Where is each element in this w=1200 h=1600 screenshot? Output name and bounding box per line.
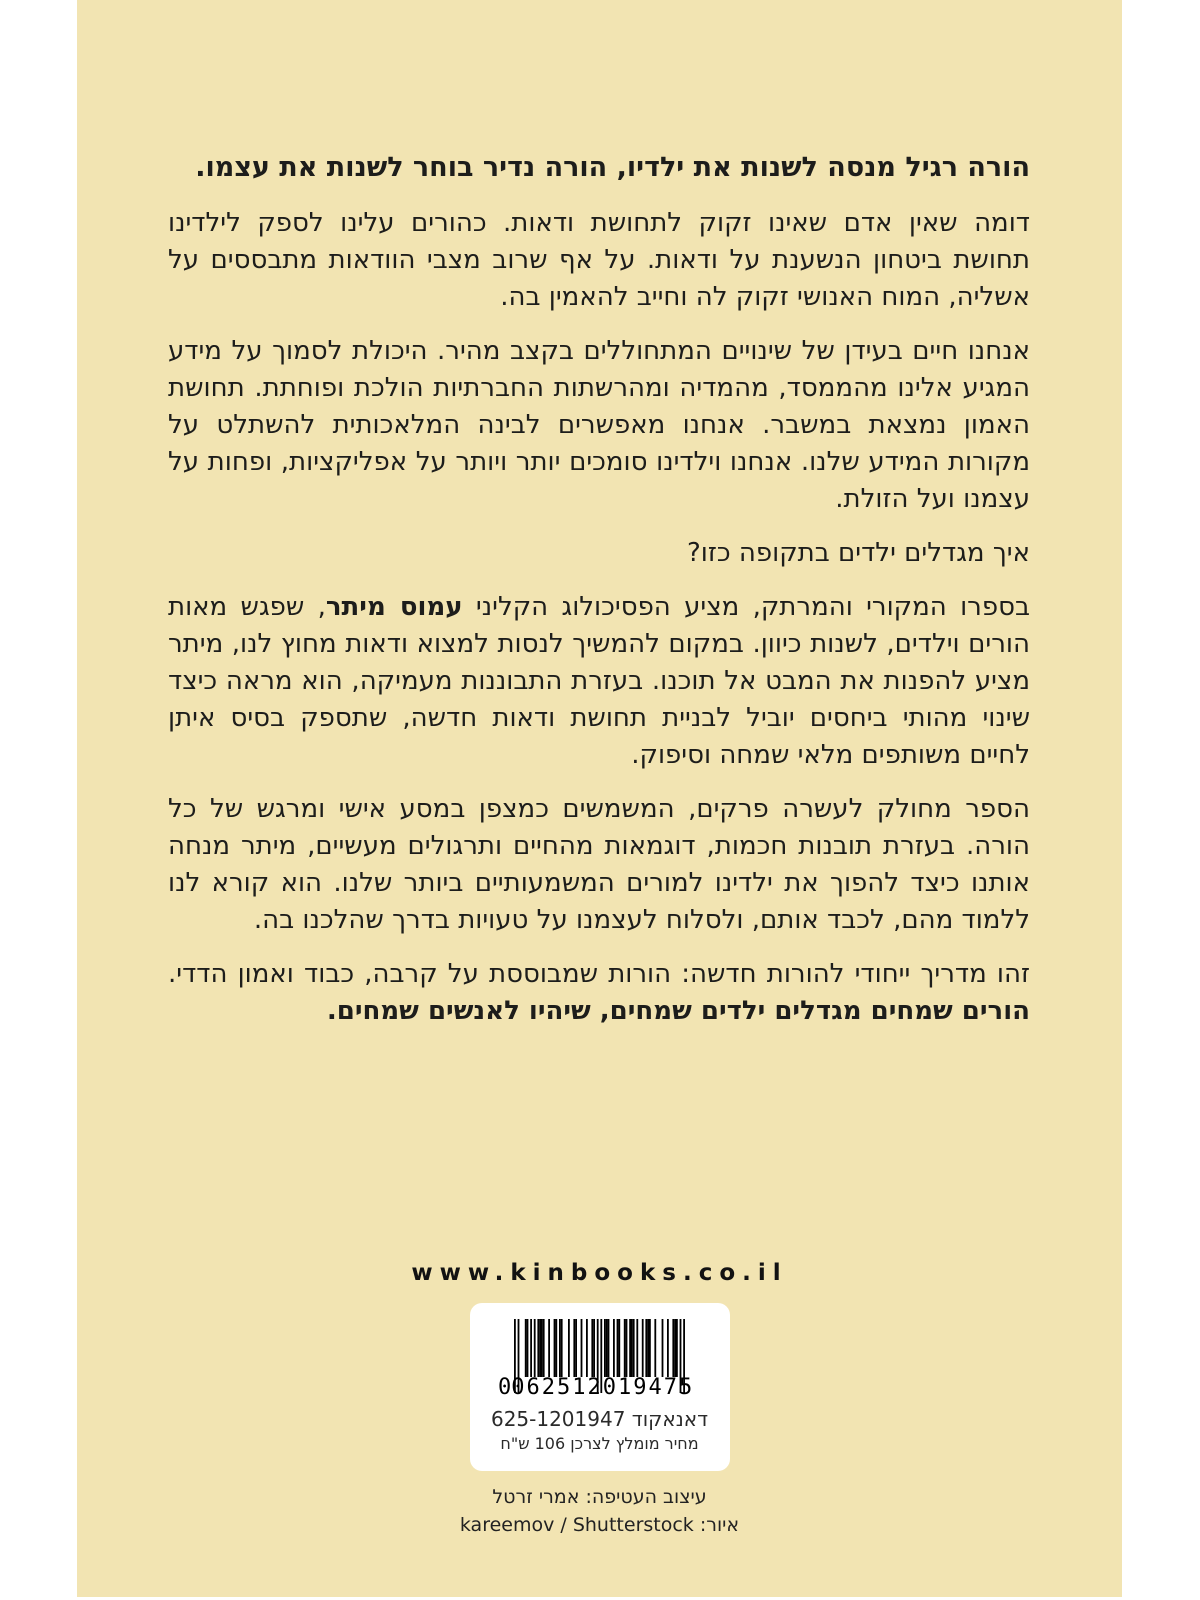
recommended-price-line: מחיר מומלץ לצרכן 106 ש"ח bbox=[500, 1434, 699, 1453]
barcode bbox=[498, 1319, 695, 1401]
author-name: עמוס מיתר bbox=[325, 592, 463, 622]
author-intro-before: בספרו המקורי והמרתק, מציע הפסיכולוג הקליני bbox=[462, 592, 1030, 622]
paragraph-certainty: דומה שאין אדם שאינו זקוק לתחושת ודאות. כהורים עלינו לספק לילדינו תחושת ביטחון הנשענת על ודאות. על אף שרוב מצבי הוודאות מתבססים על אשליה, המוח האנושי זקוק לה וחייב להאמין בה. bbox=[168, 208, 1030, 312]
barcode-left-group: 062512 bbox=[511, 1375, 603, 1400]
publisher-website-url: www.kinbooks.co.il bbox=[411, 1260, 788, 1286]
illustration-credit: איור: kareemov / Shutterstock bbox=[459, 1514, 740, 1536]
paragraph-author-intro bbox=[168, 589, 1030, 774]
cover-design-credit: עיצוב העטיפה: אמרי זרטל bbox=[492, 1486, 707, 1508]
barcode-digits bbox=[498, 1375, 695, 1401]
closing-before: זהו מדריך ייחודי להורות חדשה: הורות שמבוססת על קרבה, כבוד ואמון הדדי. bbox=[168, 959, 1030, 989]
closing-bold-sentence: הורים שמחים מגדלים ילדים שמחים, שיהיו לאנשים שמחים. bbox=[326, 996, 1030, 1026]
danacode-line: דאנאקוד 625-1201947 bbox=[490, 1407, 709, 1431]
barcode-panel bbox=[470, 1303, 730, 1471]
book-back-cover bbox=[77, 0, 1122, 1597]
paragraph-closing bbox=[168, 956, 1030, 1030]
paragraph-era-of-change: אנחנו חיים בעידן של שינויים המתחוללים בקצב מהיר. היכולת לסמוך על מידע המגיע אלינו מהממסד, מהמדיה ומהרשתות החברתיות הולכת ופוחתת. תחושת האמון נמצאת במשבר. אנחנו מאפשרים לבינה המלאכותית להשתלט על מקורות המידע שלנו. אנחנו וילדינו סומכים יותר ויותר על אפליקציות, ופחות על עצמנו ועל הזולת. bbox=[168, 336, 1030, 514]
cover-headline: הורה רגיל מנסה לשנות את ילדיו, הורה נדיר בוחר לשנות את עצמו. bbox=[195, 152, 1030, 183]
back-cover-text-column bbox=[168, 148, 1030, 1047]
question-line: איך מגדלים ילדים בתקופה כזו? bbox=[687, 538, 1030, 568]
barcode-right-group: 019475 bbox=[602, 1375, 695, 1400]
credits-block bbox=[77, 1483, 1122, 1539]
barcode-first-digit: 0 bbox=[498, 1375, 512, 1400]
paragraph-book-structure: הספר מחולק לעשרה פרקים, המשמשים כמצפן במסע אישי ומרגש של כל הורה. בעזרת תובנות חכמות, דוגמאות מהחיים ותרגולים מעשיים, מיתר מנחה אותנו כיצד להפוך את ילדינו למורים המשמעותיים ביותר שלנו. הוא קורא לנו ללמוד מהם, לכבד אותם, ולסלוח לעצמנו על טעויות בדרך שהלכנו בה. bbox=[168, 794, 1030, 935]
author-intro-after: , שפגש מאות הורים וילדים, לשנות כיוון. במקום להמשיך לנסות למצוא ודאות מחוץ לנו, מיתר מציע להפנות את המבט אל תוכנו. בעזרת התבוננות מעמיקה, הוא מראה כיצד שינוי מהותי ביחסים יוביל לבניית תחושת ודאות חדשה, שתספק בסיס איתן לחיים משותפים מלאי שמחה וסיפוק. bbox=[168, 592, 1030, 770]
